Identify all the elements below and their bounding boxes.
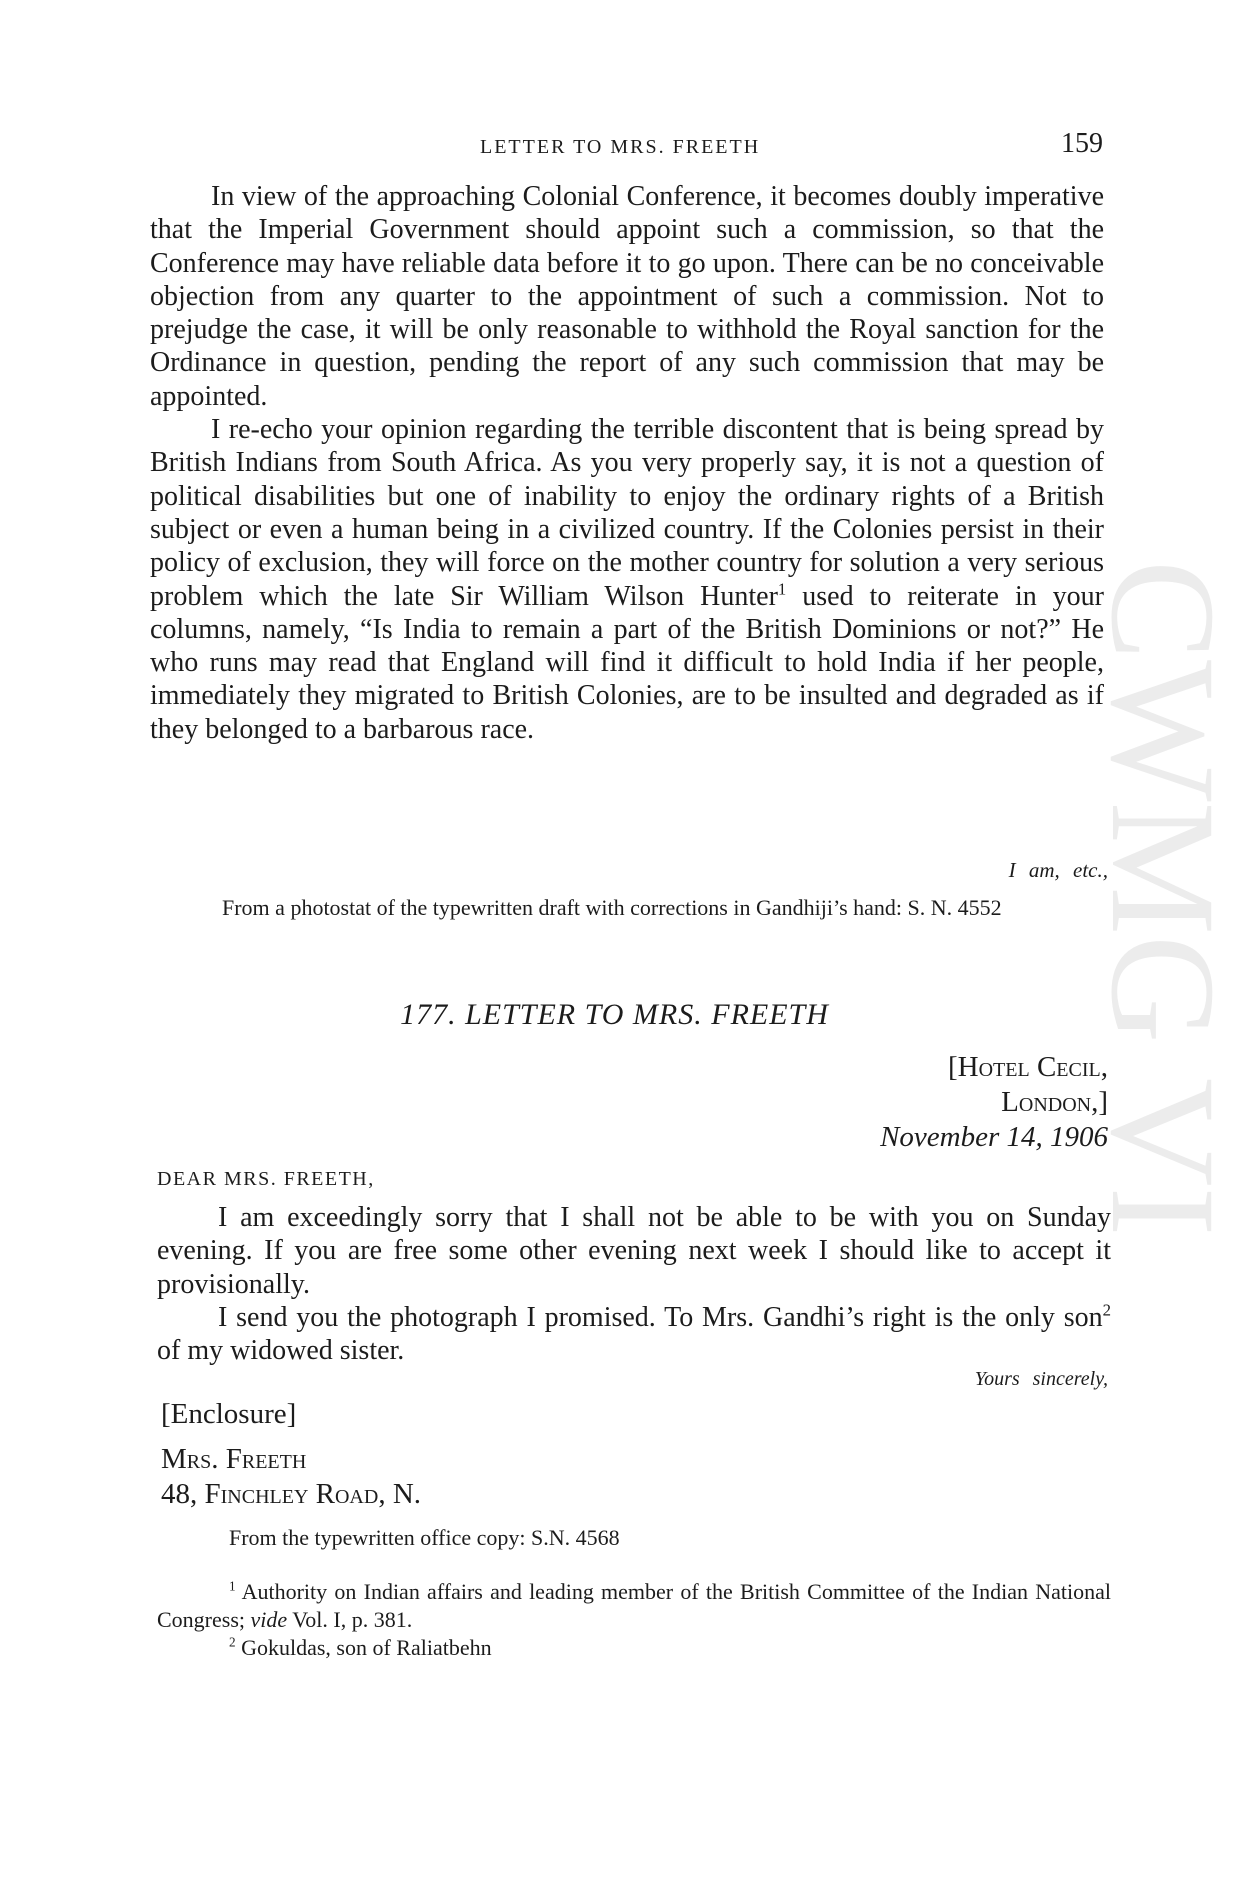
footnotes [157,1578,1111,1662]
footnote-1 [157,1578,1111,1634]
address-line: London,] [1001,1086,1108,1118]
footnote-mark: 2 [229,1634,236,1650]
enclosure-note: [Enclosure] [161,1398,297,1430]
address-block [880,1050,1108,1155]
footnote-mark: 1 [229,1578,236,1594]
footnote-text: vide [250,1607,288,1632]
source-note: From a photostat of the typewritten draft with corrections in Gandhiji’s hand: S. N. 4552 [222,895,1002,920]
paragraph-text: I send you the photograph I promised. To Mrs. Gandhi’s right is the only son [218,1301,1103,1333]
footnote-ref: 2 [1102,1300,1111,1320]
footnote-text: Vol. I, p. 381. [287,1607,413,1632]
previous-letter-body [150,180,1104,746]
letter-body [157,1201,1111,1367]
running-head: LETTER TO MRS. FREETH [480,136,761,158]
paragraph-text: of my widowed sister. [157,1335,405,1367]
salutation: DEAR MRS. FREETH, [157,1168,375,1190]
recipient-address: 48, Finchley Road, N. [161,1478,422,1510]
source-note: From the typewritten office copy: S.N. 4568 [229,1525,620,1550]
body-paragraph [157,1301,1111,1368]
paragraph-text: used to reiterate in your columns, namely, “Is India to remain a part of the British Dominions or not?” He who runs may read that England will find it difficult to hold India if her people, immediately they migrated to British Colonies, are to be insulted and degraded as if they belonged to a barbarous race. [150,580,1105,745]
footnote-2 [157,1634,1111,1662]
watermark: CWMG VI [1080,560,1246,1237]
paragraph-text: I re-echo your opinion regarding the terrible discontent that is being spread by British Indians from South Africa. As you very properly say, it is not a question of political disabilities but one of inability to enjoy the ordinary rights of a British subject or even a human being in a civilized country. If the Colonies persist in their policy of exclusion, they will force on the mother country for solution a very serious problem which the late Sir William Wilson Hunter [150,414,1104,612]
letter-date: November 14, 1906 [880,1121,1108,1153]
source-note-block [150,893,1104,923]
body-paragraph: I am exceedingly sorry that I shall not be able to be with you on Sunday evening. If you are free some other evening next week I should like to accept it provisionally. [157,1202,1111,1300]
signoff: I am, etc., [1008,858,1108,882]
footnote-text: Gokuldas, son of Raliatbehn [235,1635,492,1660]
body-paragraph: In view of the approaching Colonial Conference, it becomes doubly imperative that the Imperial Government should appoint such a commission, so that the Conference may have reliable data before it to go upon. There can be no conceivable objection from any quarter to the appointment of such a commission. Not to prejudge the case, it will be only reasonable to withhold the Royal sanction for the Ordinance in question, pending the report of any such commission that may be appointed. [150,181,1104,412]
signoff: Yours sincerely, [974,1368,1108,1390]
address-line: [Hotel Cecil, [948,1051,1108,1083]
footnote-ref: 1 [777,579,787,599]
recipient-name: Mrs. Freeth [161,1443,307,1475]
letter-title: 177. LETTER TO MRS. FREETH [400,998,829,1031]
body-paragraph [150,413,1104,746]
footnote-text: Authority on Indian affairs and leading member of the British Committee of the Indian National Congress; [157,1579,1111,1632]
page-number: 159 [1061,128,1103,159]
